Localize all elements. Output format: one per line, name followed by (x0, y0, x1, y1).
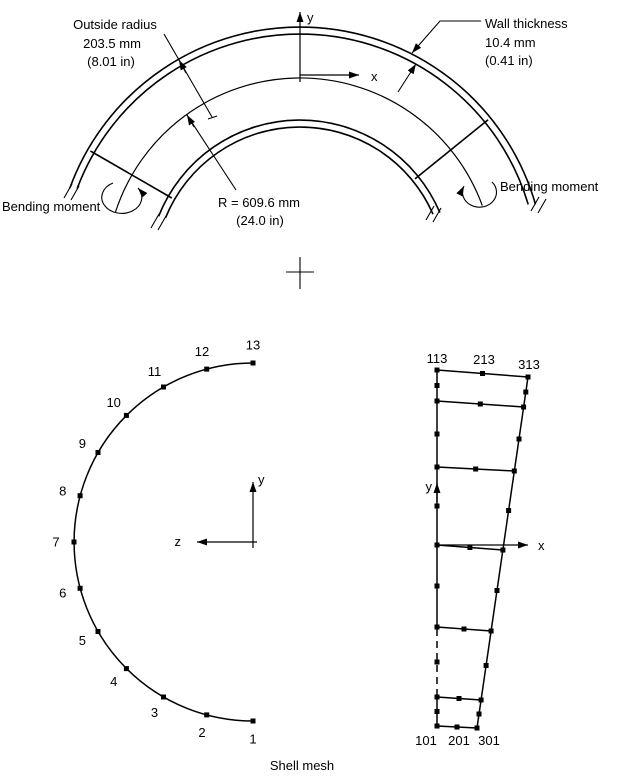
mesh-node-label-113: 113 (426, 351, 448, 366)
wall-thickness-imperial: (0.41 in) (485, 53, 533, 68)
node-dot (526, 375, 531, 380)
node-dot (78, 493, 83, 498)
arc-node-label: 2 (198, 724, 206, 740)
node-dot (435, 465, 440, 470)
arc-node-label: 9 (78, 436, 87, 451)
arc-node-label: 10 (106, 395, 121, 411)
node-dot (124, 666, 129, 671)
arc-axis-z-label: z (174, 534, 181, 549)
node-dot (473, 467, 478, 472)
node-dot (478, 402, 483, 407)
node-dot (78, 586, 83, 591)
arc-node-label: 3 (150, 705, 159, 721)
outside-radius-title: Outside radius (73, 17, 157, 32)
node-dot (512, 469, 517, 474)
arc-node-label: 8 (59, 483, 67, 499)
arc-axis-y-label: y (258, 472, 265, 487)
node-dot (435, 584, 440, 589)
axis-x-label: x (371, 69, 378, 84)
shell-mesh-caption: Shell mesh (269, 758, 335, 773)
node-dot (251, 361, 256, 366)
node-dot (435, 504, 440, 509)
node-dot (435, 399, 440, 404)
mesh-node-label-213: 213 (473, 352, 495, 367)
node-dot (480, 371, 485, 376)
node-dot (484, 663, 489, 668)
node-dot (435, 432, 440, 437)
bending-moment-label-left: Bending moment (2, 199, 101, 214)
node-dot (495, 588, 500, 593)
node-dot (477, 712, 482, 717)
node-dot (435, 383, 440, 388)
mesh-node-label-301: 301 (478, 733, 500, 748)
arc-node-label: 6 (59, 585, 67, 601)
arc-node-label: 4 (110, 673, 118, 689)
node-dot (457, 696, 462, 701)
bending-moment-label-right: Bending moment (500, 179, 599, 194)
node-dot (435, 660, 440, 665)
node-dot (506, 508, 511, 513)
node-dot (72, 540, 77, 545)
wall-thickness-title: Wall thickness (485, 16, 568, 31)
node-dot (500, 548, 505, 553)
node-dot (96, 629, 101, 634)
mesh-axis-y-label: y (425, 479, 432, 494)
node-dot (523, 390, 528, 395)
arc-node-label: 11 (147, 363, 162, 379)
mesh-node-label-101: 101 (415, 733, 437, 748)
node-dot (435, 724, 440, 729)
arc-node-label: 12 (194, 344, 210, 360)
node-dot (161, 695, 166, 700)
bend-radius-metric: R = 609.6 mm (217, 195, 301, 210)
node-dot (435, 625, 440, 630)
node-dot (251, 719, 256, 724)
node-dot (124, 413, 129, 418)
outside-radius-metric: 203.5 mm (83, 36, 141, 51)
mesh-axis-x-label: x (538, 538, 545, 553)
arc-node-label: 13 (245, 337, 261, 353)
node-dot (96, 450, 101, 455)
node-dot (204, 367, 209, 372)
node-dot (479, 698, 484, 703)
node-dot (435, 695, 440, 700)
node-dot (467, 545, 472, 550)
node-dot (455, 725, 460, 730)
node-dot (517, 437, 522, 442)
arc-node-label: 1 (249, 731, 257, 747)
node-dot (521, 405, 526, 410)
bend-radius-imperial: (24.0 in) (236, 213, 284, 228)
outside-radius-imperial: (8.01 in) (87, 54, 135, 69)
wall-thickness-metric: 10.4 mm (485, 35, 536, 50)
node-dot (462, 627, 467, 632)
node-dot (489, 629, 494, 634)
arc-node-label: 5 (78, 633, 87, 648)
node-dot (475, 726, 480, 731)
mesh-node-label-201: 201 (448, 733, 470, 748)
node-dot (161, 385, 166, 390)
axis-y-label: y (307, 10, 314, 25)
mesh-node-label-313: 313 (518, 357, 540, 372)
node-dot (204, 712, 209, 717)
arc-node-label: 7 (52, 534, 60, 550)
node-dot (435, 709, 440, 714)
node-dot (435, 368, 440, 373)
